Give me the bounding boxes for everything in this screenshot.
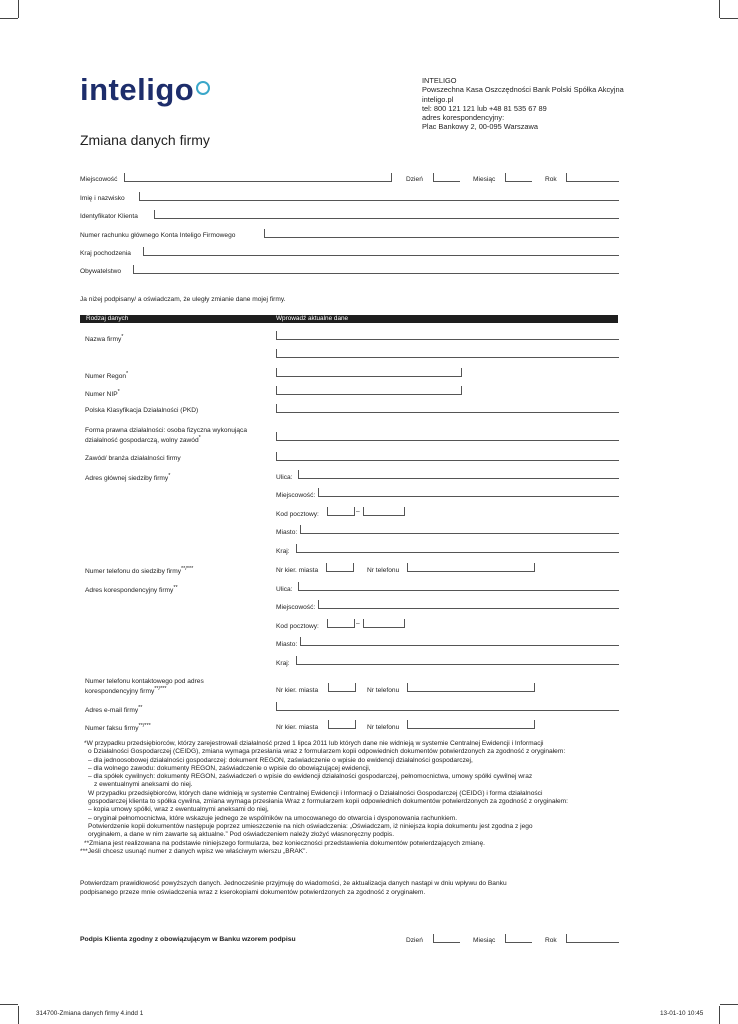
bank-address-label: adres korespondencyjny: xyxy=(422,113,505,123)
kraj-label: Kraj: xyxy=(276,548,290,555)
inteligo-logo: inteligo xyxy=(80,72,210,108)
crop-mark xyxy=(0,18,18,19)
obywatelstwo-field[interactable] xyxy=(133,265,619,274)
signature-label: Podpis Klienta zgodny z obowiązującym w Banku wzorem podpisu xyxy=(80,936,296,943)
imie-label: Imię i nazwisko xyxy=(80,195,125,202)
note-line: – kopia umowy spółki, wraz z ewentualnymi aneksami do niej, xyxy=(88,806,269,814)
bank-phone: tel: 800 121 121 lub +48 81 535 67 89 xyxy=(422,103,547,113)
identyfikator-field[interactable] xyxy=(154,210,619,219)
note-line: gospodarczej klienta to spółka cywilna, zmiana wymaga przesłania Wraz z formularzem kopii odpowiednich dokumentów potwierdzonych za zgodność z oryginałem: xyxy=(88,798,568,806)
note-line: – dla wolnego zawodu: dokumenty REGON, zaświadczenie o wpisie do obowiązującej ewidencji, xyxy=(88,764,371,772)
nr-kier-kontakt-field[interactable] xyxy=(328,683,356,692)
miejscowosc-kor-field[interactable] xyxy=(318,600,619,609)
note-line: W przypadku przedsiębiorców, których dane widnieją w systemie Centralnej Ewidencji i Informacji o Działalności Gospodarczej (CEIDG) i forma działalności xyxy=(88,789,543,797)
crop-mark xyxy=(720,18,738,19)
confirm-line: Potwierdzam prawidłowość powyższych danych. Jednocześnie przyjmuję do wiadomości, że aktualizacja danych nastąpi w dniu wpływu do Banku xyxy=(80,880,507,887)
nr-telefonu-kontakt-field[interactable] xyxy=(407,683,535,692)
page-title: Zmiana danych firmy xyxy=(80,132,210,148)
ulica-kor-field[interactable] xyxy=(298,582,619,591)
bank-name: INTELIGO xyxy=(422,76,457,85)
sign-rok-label: Rok xyxy=(545,937,557,944)
crop-mark xyxy=(0,1004,18,1005)
footnotes xyxy=(80,740,624,856)
nr-telefonu-label: Nr telefonu xyxy=(367,567,400,574)
sign-dzien-field[interactable] xyxy=(433,934,460,943)
pkd-field[interactable] xyxy=(276,404,619,413)
kod-pocztowy-kor-field-2[interactable] xyxy=(363,619,405,628)
nr-kier-field[interactable] xyxy=(326,563,354,572)
zawod-field[interactable] xyxy=(276,452,619,461)
miejscowosc-label: Miejscowość xyxy=(80,176,118,183)
nr-telefonu-field[interactable] xyxy=(407,563,535,572)
adres-siedziby-label: Adres głównej siedziby firmy* xyxy=(85,473,171,483)
crop-mark xyxy=(720,1004,738,1005)
kod-pocztowy-field-1[interactable] xyxy=(327,507,355,516)
telefon-kontaktowy-label-1: Numer telefonu kontaktowego pod adres xyxy=(85,678,204,685)
bank-address: Plac Bankowy 2, 00-095 Warszawa xyxy=(422,122,538,132)
kod-dash: – xyxy=(356,508,360,515)
obywatelstwo-label: Obywatelstwo xyxy=(80,268,122,275)
kod-pocztowy-field-2[interactable] xyxy=(363,507,405,516)
ulica-kor-label: Ulica: xyxy=(276,586,293,593)
note-line: ***Jeśli chcesz usunąć numer z danych wpisz we właściwym wierszu „BRAK”. xyxy=(80,847,308,855)
regon-field[interactable] xyxy=(276,368,462,377)
adres-korespondencyjny-label: Adres korespondencyjny firmy** xyxy=(85,585,178,595)
sign-dzien-label: Dzień xyxy=(406,937,423,944)
kraj-pochodzenia-field[interactable] xyxy=(143,247,619,256)
kod-pocztowy-label: Kod pocztowy: xyxy=(276,511,319,518)
rachunek-label: Numer rachunku głównego Konta Inteligo Firmowego xyxy=(80,232,236,239)
email-label: Adres e-mail firmy** xyxy=(85,705,143,715)
note-line: – dla spółek cywilnych: dokumenty REGON, zaświadczeń o wpisie do ewidencji działalności gospodarczej, pełnomocnictwa, umowy spółki cywilnej wraz xyxy=(88,773,533,781)
nip-label: Numer NIP* xyxy=(85,389,120,399)
note-line: Potwierdzenie kopii dokumentów następuje poprzez umieszczenie na nich oświadczenia: „Oświadczam, iż niniejsza kopia dokumentu jest zgodna z jego xyxy=(88,822,533,830)
nazwa-firmy-field-1[interactable] xyxy=(276,331,619,340)
kod-pocztowy-kor-label: Kod pocztowy: xyxy=(276,623,319,630)
note-line: **Zmiana jest realizowana na podstawie niniejszego formularza, bez konieczności przedstawienia dokumentów potwierdzających zmianę. xyxy=(84,839,485,847)
note-line: – dla jednoosobowej działalności gospodarczej: dokument REGON, zaświadczenie o wpisie do ewidencji działalności gospodarczej, xyxy=(88,756,473,764)
nr-telefonu-fax-field[interactable] xyxy=(407,720,535,729)
miesiac-label: Miesiąc xyxy=(473,176,496,183)
bank-website: inteligo.pl xyxy=(422,94,454,104)
imie-field[interactable] xyxy=(139,192,619,201)
forma-prawna-field[interactable] xyxy=(276,432,619,441)
note-line: oryginałem, a dane w nim zawarte są aktualne.” Pod oświadczeniem należy złożyć własnoręczny podpis. xyxy=(88,831,395,839)
col-rodzaj-danych: Rodzaj danych xyxy=(86,315,129,322)
crop-mark xyxy=(719,1006,720,1024)
telefon-siedziby-label: Numer telefonu do siedziby firmy**/*** xyxy=(85,566,194,576)
miesiac-field[interactable] xyxy=(505,173,532,182)
miasto-field[interactable] xyxy=(300,525,619,534)
miejscowosc-siedziby-label: Miejscowość: xyxy=(276,492,316,499)
miasto-kor-field[interactable] xyxy=(300,637,619,646)
dzien-label: Dzień xyxy=(406,176,423,183)
kraj-pochodzenia-label: Kraj pochodzenia xyxy=(80,250,131,257)
footer-file: 314700-Zmiana danych firmy 4.indd 1 xyxy=(36,1010,144,1017)
ulica-field[interactable] xyxy=(298,470,619,479)
kod-kor-dash: – xyxy=(356,620,360,627)
note-line: o Działalności Gospodarczej (CEIDG), zmiana wymaga przesłania wraz z formularzem kopii odpowiednich dokumentów potwierdzonych za zgodność z oryginałem: xyxy=(88,748,566,756)
nr-kier-kontakt-label: Nr kier. miasta xyxy=(276,687,319,694)
declaration-text: Ja niżej podpisany/ a oświadczam, że uległy zmianie dane mojej firmy. xyxy=(80,296,286,303)
miejscowosc-field[interactable] xyxy=(124,173,392,182)
bank-full-name: Powszechna Kasa Oszczędności Bank Polski Spółka Akcyjna xyxy=(422,85,624,95)
note-line: – oryginał pełnomocnictwa, które wskazuje jednego ze wspólników na umocowanego do otwarcia i dysponowania rachunkiem. xyxy=(88,814,458,822)
nr-telefonu-kontakt-label: Nr telefonu xyxy=(367,687,400,694)
kod-pocztowy-kor-field-1[interactable] xyxy=(327,619,355,628)
rok-field[interactable] xyxy=(566,173,619,182)
note-line: *W przypadku przedsiębiorców, którzy zarejestrowali działalność przed 1 lipca 2011 lub których dane nie widnieją w systemie Centralnej Ewidencji i Informacji xyxy=(84,740,544,747)
nip-field[interactable] xyxy=(276,386,462,395)
ulica-label: Ulica: xyxy=(276,474,293,481)
regon-label: Numer Regon* xyxy=(85,371,129,381)
rachunek-field[interactable] xyxy=(264,229,619,238)
crop-mark xyxy=(18,1006,19,1024)
telefon-kontaktowy-label-2: korespondencyjny firmy**/*** xyxy=(85,686,167,696)
nr-kier-label: Nr kier. miasta xyxy=(276,567,319,574)
miasto-label: Miasto: xyxy=(276,529,298,536)
confirm-line: podpisanego przeze mnie oświadczenia wraz z kserokopiami dokumentów potwierdzonych za zgodność z oryginałem. xyxy=(80,888,426,896)
footer-timestamp: 13-01-10 10:45 xyxy=(660,1010,704,1017)
nr-kier-fax-field[interactable] xyxy=(328,720,356,729)
kraj-kor-label: Kraj: xyxy=(276,660,290,667)
rok-label: Rok xyxy=(545,176,557,183)
pkd-label: Polska Klasyfikacja Działalności (PKD) xyxy=(85,407,199,414)
identyfikator-label: Identyfikator Klienta xyxy=(80,213,138,220)
crop-mark xyxy=(719,0,720,18)
miejscowosc-kor-label: Miejscowość: xyxy=(276,604,316,611)
nr-telefonu-fax-label: Nr telefonu xyxy=(367,724,400,731)
nr-kier-fax-label: Nr kier. miasta xyxy=(276,724,319,731)
sign-rok-field[interactable] xyxy=(566,934,619,943)
forma-prawna-label-1: Forma prawna działalności: osoba fizyczna wykonująca xyxy=(85,427,247,434)
note-line: z ewentualnymi aneksami do niej. xyxy=(94,781,193,789)
sign-miesiac-field[interactable] xyxy=(505,934,532,943)
confirmation-text xyxy=(80,880,625,897)
dzien-field[interactable] xyxy=(433,173,460,182)
zawod-label: Zawód/ branża działalności firmy xyxy=(85,455,181,462)
nazwa-firmy-label: Nazwa firmy* xyxy=(85,334,124,344)
sign-miesiac-label: Miesiąc xyxy=(473,937,496,944)
email-field[interactable] xyxy=(276,702,619,711)
miejscowosc-siedziby-field[interactable] xyxy=(318,488,619,497)
nazwa-firmy-field-2[interactable] xyxy=(276,349,619,358)
table-header xyxy=(80,315,618,323)
fax-label: Numer faksu firmy**/*** xyxy=(85,723,151,733)
forma-prawna-label-2: działalność gospodarczą, wolny zawód* xyxy=(85,435,201,445)
bank-info xyxy=(422,76,624,132)
miasto-kor-label: Miasto: xyxy=(276,641,298,648)
col-aktualne-dane: Wprowadź aktualne dane xyxy=(276,315,349,322)
kraj-kor-field[interactable] xyxy=(296,656,619,665)
crop-mark xyxy=(18,0,19,18)
kraj-field[interactable] xyxy=(296,544,619,553)
